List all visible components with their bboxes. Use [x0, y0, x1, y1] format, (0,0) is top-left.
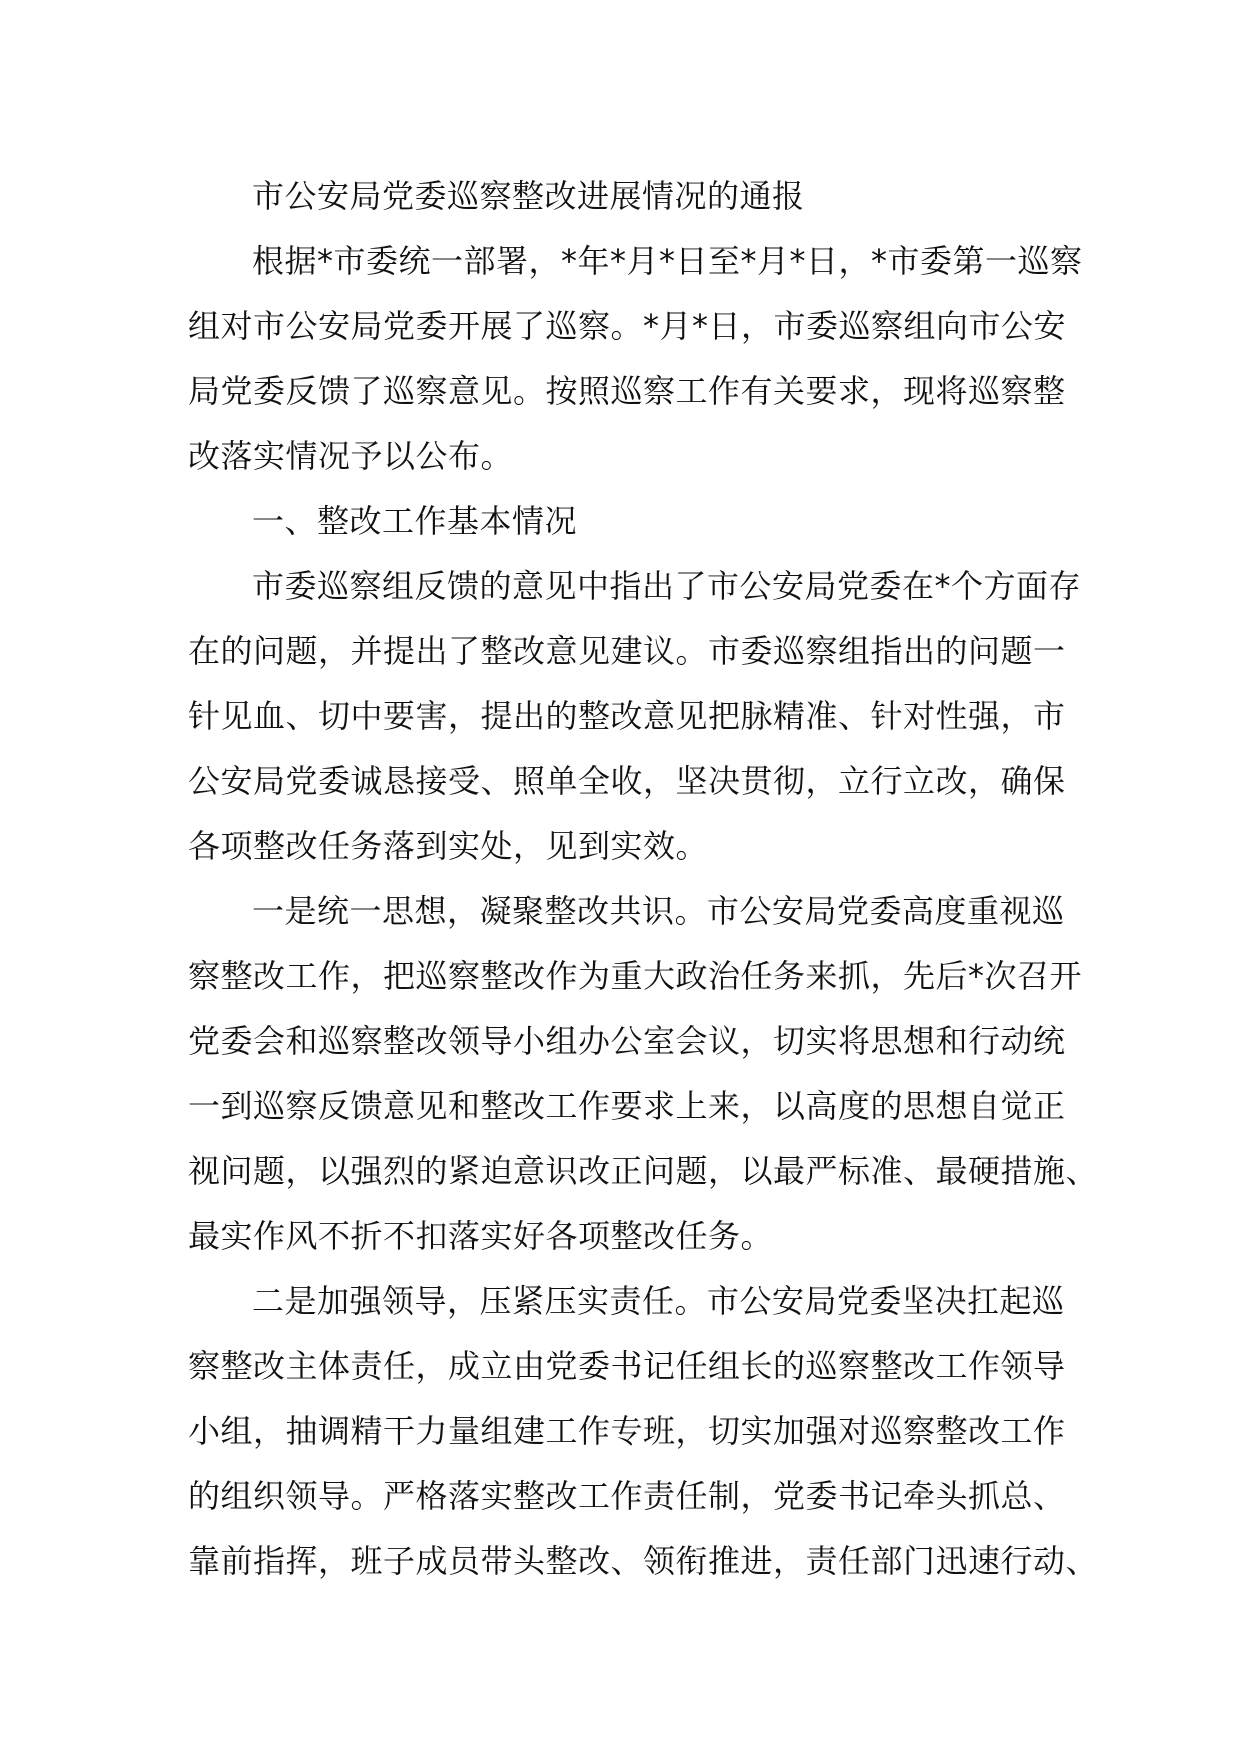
paragraph-line: 根据*市委统一部署，*年*月*日至*月*日，*市委第一巡察 — [252, 242, 1083, 280]
paragraph-line: 一到巡察反馈意见和整改工作要求上来，以高度的思想自觉正 — [188, 1087, 1066, 1125]
section-heading-1 — [188, 489, 1058, 554]
paragraph-line: 针见血、切中要害，提出的整改意见把脉精准、针对性强，市 — [188, 697, 1066, 735]
paragraph-line: 一是统一思想，凝聚整改共识。市公安局党委高度重视巡 — [252, 892, 1065, 930]
paragraph-line: 察整改主体责任，成立由党委书记任组长的巡察整改工作领导 — [188, 1347, 1066, 1385]
paragraph-line: 靠前指挥，班子成员带头整改、领衔推进，责任部门迅速行动、 — [188, 1542, 1099, 1580]
paragraph-line: 党委会和巡察整改领导小组办公室会议，切实将思想和行动统 — [188, 1022, 1066, 1060]
paragraph-line: 组对市公安局党委开展了巡察。*月*日，市委巡察组向市公安 — [188, 307, 1067, 345]
paragraph-line: 二是加强领导，压紧压实责任。市公安局党委坚决扛起巡 — [252, 1282, 1065, 1320]
document-body — [188, 164, 1099, 1594]
paragraph-line: 市委巡察组反馈的意见中指出了市公安局党委在*个方面存 — [252, 567, 1082, 605]
paragraph-line: 局党委反馈了巡察意见。按照巡察工作有关要求，现将巡察整 — [188, 372, 1066, 410]
paragraph-line: 视问题，以强烈的紧迫意识改正问题，以最严标准、最硬措施、 — [188, 1152, 1099, 1190]
paragraph-overview — [188, 554, 1082, 879]
paragraph-line: 各项整改任务落到实处，见到实效。 — [188, 827, 709, 865]
paragraph-line: 公安局党委诚恳接受、照单全收，坚决贯彻，立行立改，确保 — [188, 762, 1066, 800]
paragraph-point-2 — [188, 1269, 1099, 1594]
paragraph-point-1 — [188, 879, 1099, 1269]
paragraph-intro — [188, 229, 1083, 489]
paragraph-line: 改落实情况予以公布。 — [188, 437, 514, 475]
paragraph-line: 的组织领导。严格落实整改工作责任制，党委书记牵头抓总、 — [188, 1477, 1066, 1515]
paragraph-line: 在的问题，并提出了整改意见建议。市委巡察组指出的问题一 — [188, 632, 1066, 670]
paragraph-line: 最实作风不折不扣落实好各项整改任务。 — [188, 1217, 774, 1255]
section-heading: 一、整改工作基本情况 — [252, 502, 578, 540]
document-title: 市公安局党委巡察整改进展情况的通报 — [252, 177, 805, 215]
paragraph-line: 察整改工作，把巡察整改作为重大政治任务来抓，先后*次召开 — [188, 957, 1083, 995]
paragraph-line: 小组，抽调精干力量组建工作专班，切实加强对巡察整改工作 — [188, 1412, 1066, 1450]
